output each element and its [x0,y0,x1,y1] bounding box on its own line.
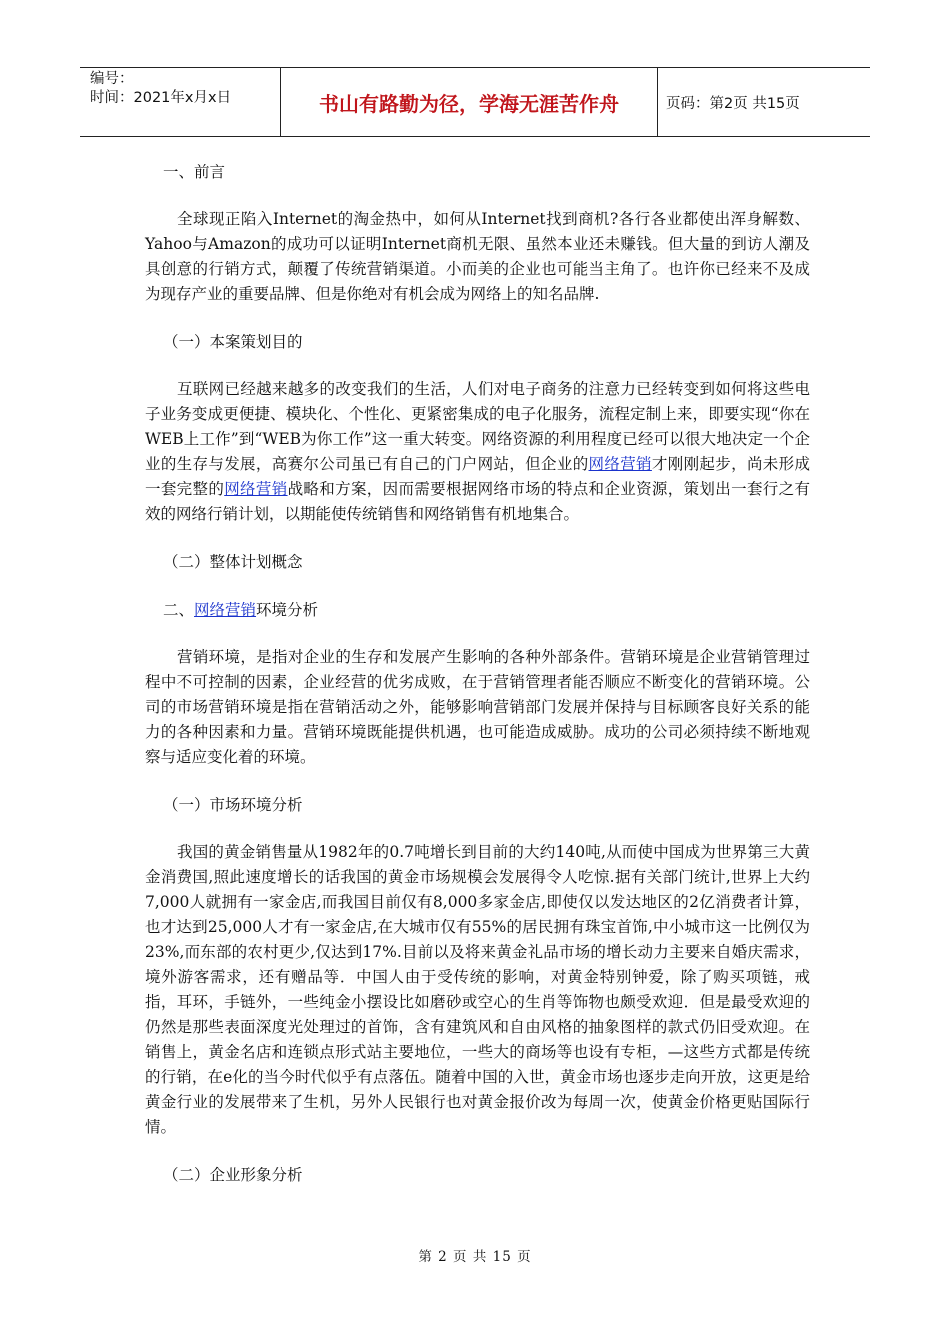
paragraph-purpose-part1: 互联网已经越来越多的改变我们的生活，人们对电子商务的注意力已经转变到如何将这些电子业务变成更便捷、模块化、个性化、更紧密集成的电子化服务，流程定制上来，即要实现“你在WEB上工作”到“WEB为你工作”这一重大转变。网络资源的利用程度已经可以很大地决定一个企业的生存与发展，高赛尔公司虽已有自己的门户网站，但企业的 [145,380,810,473]
document-body [145,155,810,1188]
subsection-heading-image: （二）企业形象分析 [163,1166,303,1184]
section-heading-environment [145,597,810,623]
network-marketing-link[interactable]: 网络营销 [224,480,288,498]
page-header [80,67,870,137]
section-heading-preface: 一、前言 [163,163,226,181]
subsection-heading-concept: （二）整体计划概念 [163,553,303,571]
paragraph-purpose-part3: 战略和方案，因而需要根据网络市场的特点和企业资源，策划出一套行之有效的网络行销计划，以期能使传统销售和网络销售有机地集合。 [145,480,810,523]
paragraph-preface: 全球现正陷入Internet的淘金热中，如何从Internet找到商机?各行各业都使出浑身解数、Yahoo与Amazon的成功可以证明Internet商机无限、虽然本业还未赚钱。但大量的到访人潮及具创意的行销方式，颠覆了传统营销渠道。小而美的企业也可能当主角了。也许你已经来不及成为现存产业的重要品牌、但是你绝对有机会成为网络上的知名品牌. [145,210,810,303]
paragraph-market: 我国的黄金销售量从1982年的0.7吨增长到目前的大约140吨,从而使中国成为世界第三大黄金消费国,照此速度增长的话我国的黄金市场规模会发展得令人吃惊.据有关部门统计,世界上大约7,000人就拥有一家金店,而我国目前仅有8,000多家金店,即使仅以发达地区的2亿消费者计算，也才达到25,000人才有一家金店,在大城市仅有55%的居民拥有珠宝首饰,中小城市这一比例仅为23%,而东部的农村更少,仅达到17%.目前以及将来黄金礼品市场的增长动力主要来自婚庆需求，境外游客需求，还有赠品等．中国人由于受传统的影响，对黄金特别钟爱，除了购买项链，戒指，耳环，手链外，一些纯金小摆设比如磨砂或空心的生肖等饰物也颇受欢迎．但是最受欢迎的仍然是那些表面深度光处理过的首饰，含有建筑风和自由风格的抽象图样的款式仍旧受欢迎。在销售上，黄金名店和连锁点形式站主要地位，一些大的商场等也设有专柜，—这些方式都是传统的行销，在e化的当今时代似乎有点落伍。随着中国的入世，黄金市场也逐步走向开放，这更是给黄金行业的发展带来了生机，另外人民银行也对黄金报价改为每周一次，使黄金价格更贴国际行情。 [145,843,810,1136]
header-motto: 书山有路勤为径，学海无涯苦作舟 [281,68,658,136]
network-marketing-link[interactable]: 网络营销 [588,455,652,473]
section-number: 二、 [163,601,195,619]
network-marketing-link[interactable]: 网络营销 [194,601,257,619]
section-heading-rest: 环境分析 [256,601,319,619]
header-meta [80,68,281,136]
page-footer: 第 2 页 共 15 页 [418,1249,532,1265]
subsection-heading-purpose: （一）本案策划目的 [163,333,303,351]
doc-number-label: 编号： [90,71,134,87]
paragraph-environment: 营销环境，是指对企业的生存和发展产生影响的各种外部条件。营销环境是企业营销管理过程中不可控制的因素，企业经营的优劣成败，在于营销管理者能否顺应不断变化的营销环境。公司的市场营销环境是指在营销活动之外，能够影响营销部门发展并保持与目标顾客良好关系的能力的各种因素和力量。营销环境既能提供机遇，也可能造成威胁。成功的公司必须持续不断地观察与适应变化着的环境。 [145,648,810,766]
header-page-info: 页码：第2页 共15页 [666,95,800,112]
subsection-heading-market: （一）市场环境分析 [163,796,303,814]
doc-time-label: 时间：2021年x月x日 [90,90,232,106]
paragraph-purpose-part2: 才刚刚起步，尚未形成一套完整的 [145,455,810,498]
paragraph-purpose [145,377,810,527]
